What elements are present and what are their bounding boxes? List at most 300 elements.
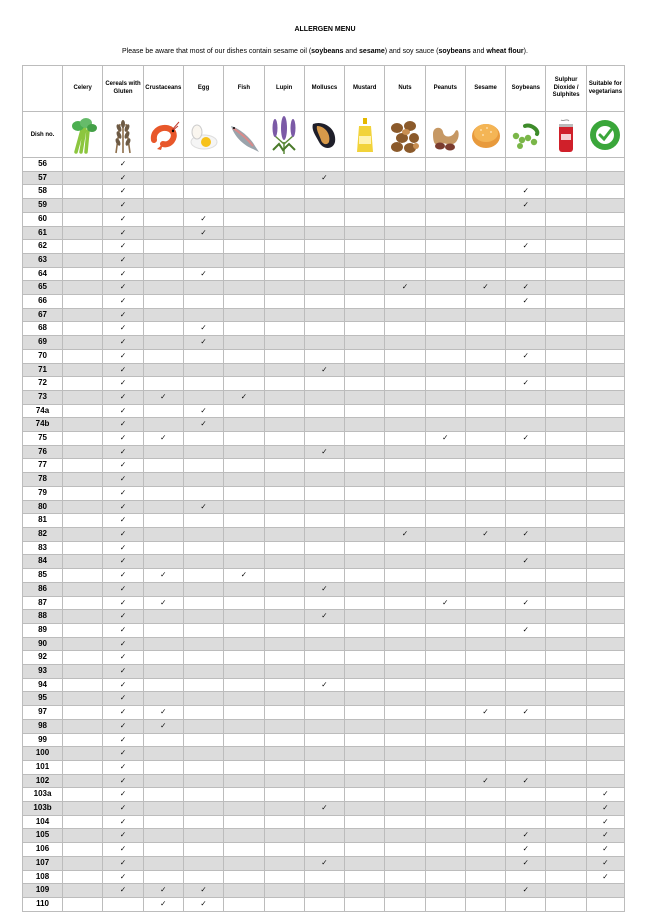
allergen-cell [264,569,304,583]
allergen-cell [304,788,344,802]
check-mark: ✓ [143,706,183,720]
allergen-cell [304,432,344,446]
notice-bold-part: soybeans [311,48,344,55]
check-mark: ✓ [506,596,546,610]
allergen-cell [465,212,505,226]
table-row [23,569,625,583]
allergen-cell [546,171,586,185]
allergen-cell [224,815,264,829]
allergen-cell [224,336,264,350]
check-mark: ✓ [103,706,143,720]
allergen-cell [546,678,586,692]
allergen-cell [304,253,344,267]
allergen-cell [385,418,425,432]
allergen-cell [345,719,385,733]
check-mark: ✓ [224,390,264,404]
allergen-cell [506,569,546,583]
allergen-cell [586,158,624,172]
check-mark: ✓ [465,281,505,295]
table-row [23,870,625,884]
allergen-cell [345,486,385,500]
allergen-cell [425,445,465,459]
allergen-cell [63,404,103,418]
allergen-cell [546,322,586,336]
allergen-cell [304,473,344,487]
allergen-cell [586,336,624,350]
allergen-cell [224,651,264,665]
table-row [23,336,625,350]
allergen-cell [586,486,624,500]
allergen-cell [183,706,223,720]
allergen-cell [183,349,223,363]
allergen-cell [546,404,586,418]
allergen-cell [385,733,425,747]
allergen-cell [465,240,505,254]
column-icon-cell [103,112,143,158]
allergen-cell [506,665,546,679]
allergen-cell [465,719,505,733]
allergen-cell [304,377,344,391]
allergen-cell [586,897,624,911]
allergen-cell [425,555,465,569]
check-mark: ✓ [103,582,143,596]
column-header-2: Cereals with Gluten [103,66,143,112]
allergen-cell [143,665,183,679]
allergen-cell [143,418,183,432]
check-mark: ✓ [304,610,344,624]
soda-can-icon [546,116,585,154]
check-mark: ✓ [385,281,425,295]
allergen-cell [183,185,223,199]
allergen-cell [143,802,183,816]
table-row [23,171,625,185]
table-row [23,596,625,610]
dish-number: 62 [23,240,63,254]
allergen-cell [264,295,304,309]
allergen-cell [143,459,183,473]
check-mark: ✓ [304,171,344,185]
column-header-6: Lupin [264,66,304,112]
table-row [23,500,625,514]
allergen-cell [465,473,505,487]
table-row [23,226,625,240]
allergen-cell [63,473,103,487]
allergen-cell [183,171,223,185]
allergen-cell [465,199,505,213]
allergen-cell [143,240,183,254]
allergen-cell [224,212,264,226]
allergen-cell [586,514,624,528]
allergen-cell [224,637,264,651]
allergen-cell [345,199,385,213]
allergen-cell [63,870,103,884]
check-mark: ✓ [103,843,143,857]
allergen-cell [304,390,344,404]
allergen-cell [465,322,505,336]
allergen-cell [586,610,624,624]
table-row [23,637,625,651]
allergen-cell [143,322,183,336]
allergen-cell [224,486,264,500]
allergen-cell [425,267,465,281]
column-header-9: Nuts [385,66,425,112]
allergen-cell [63,843,103,857]
dish-number: 79 [23,486,63,500]
allergen-cell [385,569,425,583]
allergen-cell [345,308,385,322]
allergen-cell [465,897,505,911]
allergen-cell [224,788,264,802]
allergen-cell [546,788,586,802]
allergen-cell [183,678,223,692]
allergen-cell [586,199,624,213]
allergen-cell [224,185,264,199]
allergen-cell [224,158,264,172]
allergen-cell [224,377,264,391]
allergen-cell [183,829,223,843]
table-row [23,610,625,624]
allergen-cell [465,843,505,857]
allergen-cell [143,843,183,857]
check-mark: ✓ [103,788,143,802]
check-mark: ✓ [143,569,183,583]
check-mark: ✓ [103,281,143,295]
allergen-cell [385,692,425,706]
allergen-cell [506,253,546,267]
table-row [23,582,625,596]
dish-number: 68 [23,322,63,336]
check-mark: ✓ [103,802,143,816]
table-row [23,158,625,172]
allergen-cell [506,336,546,350]
allergen-cell [546,486,586,500]
allergen-cell [304,884,344,898]
check-mark: ✓ [506,281,546,295]
allergen-cell [183,856,223,870]
allergen-cell [224,253,264,267]
column-header-11: Sesame [465,66,505,112]
check-mark: ✓ [103,308,143,322]
dish-number: 84 [23,555,63,569]
allergen-cell [183,473,223,487]
allergen-cell [425,404,465,418]
allergen-rows [23,158,625,912]
allergen-cell [143,651,183,665]
check-mark: ✓ [103,527,143,541]
allergen-cell [224,829,264,843]
allergen-cell [143,486,183,500]
allergen-cell [63,185,103,199]
allergen-cell [506,500,546,514]
allergen-cell [264,733,304,747]
allergen-cell [425,377,465,391]
allergen-cell [425,719,465,733]
allergen-cell [143,541,183,555]
allergen-cell [304,760,344,774]
allergen-cell [183,459,223,473]
allergen-cell [586,651,624,665]
allergen-cell [63,774,103,788]
soybeans-icon [506,116,545,154]
allergen-cell [385,322,425,336]
allergen-cell [546,610,586,624]
allergen-cell [63,158,103,172]
check-mark: ✓ [506,199,546,213]
header-corner-cell [23,66,63,112]
check-mark: ✓ [586,829,624,843]
check-mark: ✓ [103,363,143,377]
check-mark: ✓ [103,445,143,459]
table-row [23,733,625,747]
column-header-14: Suitable for vegetarians [586,66,624,112]
check-mark: ✓ [103,500,143,514]
table-row [23,267,625,281]
allergen-cell [465,884,505,898]
allergen-cell [143,582,183,596]
check-mark: ✓ [103,596,143,610]
allergen-cell [425,240,465,254]
dish-number: 106 [23,843,63,857]
allergen-cell [224,733,264,747]
allergen-cell [506,267,546,281]
allergen-cell [143,281,183,295]
allergen-cell [385,185,425,199]
allergen-cell [546,760,586,774]
allergen-cell [546,637,586,651]
notice-part: and [343,48,360,55]
egg-icon [184,116,223,154]
allergen-cell [304,637,344,651]
check-mark: ✓ [506,240,546,254]
allergen-cell [103,897,143,911]
allergen-cell [465,569,505,583]
check-mark: ✓ [465,774,505,788]
allergen-cell [224,802,264,816]
allergen-cell [546,692,586,706]
allergen-cell [143,226,183,240]
allergen-cell [345,473,385,487]
dish-number: 87 [23,596,63,610]
table-row [23,473,625,487]
dish-number: 99 [23,733,63,747]
allergen-cell [586,760,624,774]
dish-number: 69 [23,336,63,350]
check-mark: ✓ [103,185,143,199]
allergen-cell [264,692,304,706]
allergen-cell [63,747,103,761]
table-row [23,747,625,761]
allergen-cell [345,829,385,843]
allergen-cell [264,253,304,267]
allergen-cell [224,555,264,569]
check-mark: ✓ [586,802,624,816]
column-icon-cell [264,112,304,158]
allergen-cell [345,295,385,309]
allergen-cell [385,747,425,761]
allergen-cell [345,418,385,432]
allergen-cell [264,678,304,692]
allergen-cell [304,569,344,583]
allergen-cell [345,212,385,226]
table-row [23,418,625,432]
dish-number: 103b [23,802,63,816]
allergen-cell [264,582,304,596]
allergen-cell [63,582,103,596]
allergen-cell [345,788,385,802]
allergen-cell [586,185,624,199]
allergen-cell [224,596,264,610]
allergen-cell [143,692,183,706]
allergen-cell [143,870,183,884]
allergen-cell [345,171,385,185]
allergen-cell [304,199,344,213]
check-mark: ✓ [506,527,546,541]
check-mark: ✓ [103,870,143,884]
allergen-cell [586,747,624,761]
allergen-cell [425,843,465,857]
allergen-cell [345,500,385,514]
allergen-cell [546,390,586,404]
allergen-cell [264,774,304,788]
allergen-cell [465,747,505,761]
notice-bold-part: sesame [359,48,385,55]
allergen-cell [425,623,465,637]
table-row [23,459,625,473]
allergen-cell [345,445,385,459]
allergen-cell [506,815,546,829]
allergen-cell [506,651,546,665]
check-mark: ✓ [586,856,624,870]
allergen-cell [385,267,425,281]
dish-number: 65 [23,281,63,295]
table-row [23,432,625,446]
table-row [23,678,625,692]
shrimp-icon [144,116,183,154]
allergen-cell [586,706,624,720]
allergen-cell [264,404,304,418]
allergen-cell [224,692,264,706]
allergen-cell [183,432,223,446]
check-mark: ✓ [103,432,143,446]
allergen-cell [385,171,425,185]
allergen-cell [63,199,103,213]
allergen-cell [183,363,223,377]
allergen-cell [506,802,546,816]
allergen-cell [345,404,385,418]
allergen-cell [506,390,546,404]
allergen-cell [63,623,103,637]
allergen-cell [183,651,223,665]
column-header-5: Fish [224,66,264,112]
allergen-cell [224,281,264,295]
notice-part: ). [523,48,528,55]
column-header-13: Sulphur Dioxide / Sulphites [546,66,586,112]
allergen-cell [586,240,624,254]
allergen-cell [425,815,465,829]
allergen-cell [224,706,264,720]
allergen-cell [385,623,425,637]
allergen-cell [385,445,425,459]
allergen-cell [264,610,304,624]
table-row [23,843,625,857]
allergen-cell [465,158,505,172]
table-row [23,623,625,637]
allergen-cell [345,541,385,555]
allergen-cell [425,706,465,720]
allergen-cell [425,637,465,651]
allergen-table [22,65,625,912]
allergen-cell [506,363,546,377]
allergen-cell [546,500,586,514]
check-mark: ✓ [506,623,546,637]
allergen-cell [385,774,425,788]
check-mark: ✓ [183,336,223,350]
allergen-cell [304,706,344,720]
allergen-cell [546,308,586,322]
allergen-cell [143,678,183,692]
dish-number-header: Dish no. [23,112,63,158]
allergen-cell [385,514,425,528]
allergen-cell [465,582,505,596]
allergen-cell [546,253,586,267]
allergen-cell [425,870,465,884]
check-mark: ✓ [103,719,143,733]
table-row [23,706,625,720]
allergen-cell [63,171,103,185]
check-mark: ✓ [304,363,344,377]
check-mark: ✓ [143,884,183,898]
allergen-cell [586,623,624,637]
check-mark: ✓ [103,692,143,706]
check-mark: ✓ [304,856,344,870]
notice-part: and [470,48,487,55]
allergen-cell [63,897,103,911]
allergen-cell [425,802,465,816]
allergen-cell [506,158,546,172]
table-row [23,322,625,336]
allergen-cell [264,706,304,720]
allergen-cell [304,322,344,336]
allergen-cell [143,171,183,185]
allergen-cell [345,623,385,637]
allergen-cell [63,267,103,281]
table-row [23,390,625,404]
allergen-cell [586,267,624,281]
allergen-cell [304,692,344,706]
check-mark: ✓ [103,404,143,418]
allergen-cell [465,459,505,473]
check-mark: ✓ [304,802,344,816]
allergen-cell [586,596,624,610]
allergen-cell [385,610,425,624]
allergen-cell [304,665,344,679]
allergen-cell [143,747,183,761]
allergen-cell [586,349,624,363]
dish-number: 82 [23,527,63,541]
notice-text [0,48,650,55]
allergen-cell [183,240,223,254]
allergen-cell [465,651,505,665]
allergen-cell [143,527,183,541]
allergen-cell [546,719,586,733]
allergen-cell [63,569,103,583]
allergen-cell [345,390,385,404]
allergen-cell [506,473,546,487]
column-header-12: Soybeans [506,66,546,112]
allergen-cell [63,665,103,679]
allergen-cell [63,226,103,240]
allergen-cell [143,199,183,213]
